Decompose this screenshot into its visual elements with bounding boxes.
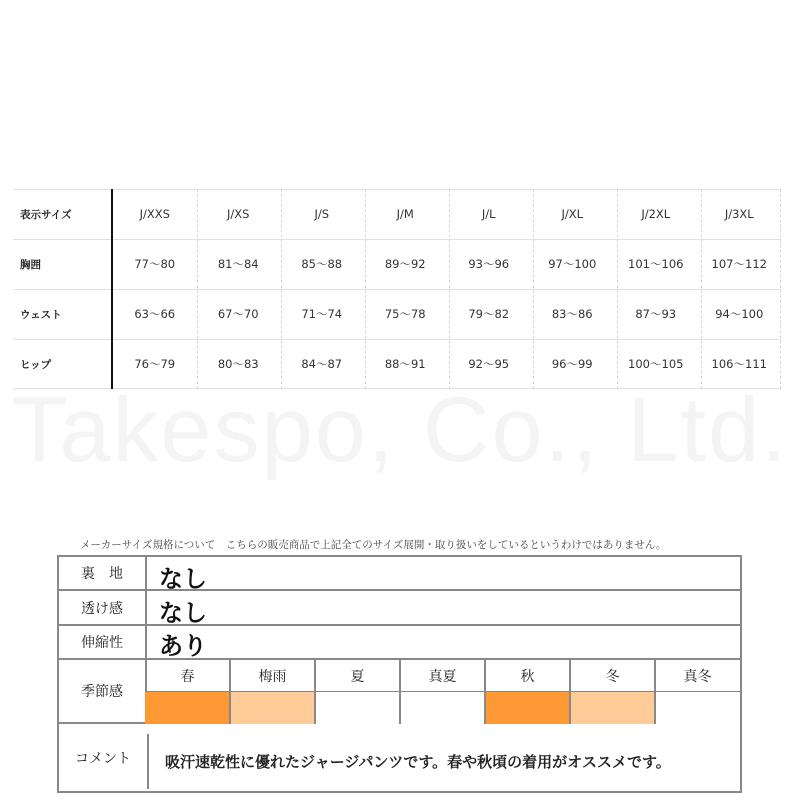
table-cell: 92〜95 (468, 357, 510, 371)
season-spring: 春 (180, 668, 195, 685)
season-indicator (570, 692, 655, 724)
size-header-label: 表示サイズ (20, 208, 72, 221)
season-rainy: 梅雨 (258, 668, 287, 685)
season-column-divider (314, 660, 316, 724)
table-row (13, 239, 781, 289)
size-column-header: J/2XL (641, 207, 671, 221)
season-midsummer: 真夏 (428, 668, 457, 685)
table-cell: 83〜86 (551, 307, 593, 321)
table-cell: 101〜106 (628, 257, 684, 271)
table-cell: 77〜80 (134, 257, 176, 271)
size-column-header: J/L (481, 207, 496, 221)
season-indicator (655, 692, 740, 724)
table-cell: 79〜82 (468, 307, 510, 321)
table-cell: 96〜99 (551, 357, 593, 371)
row-label: ウェスト (20, 308, 62, 321)
stretch-value: あり (159, 632, 207, 660)
size-table (13, 189, 781, 389)
comment-label: コメント (75, 750, 131, 767)
table-cell: 107〜112 (711, 257, 767, 271)
size-column-header: J/3XL (724, 207, 754, 221)
season-autumn: 秋 (520, 668, 535, 685)
size-column-header: J/M (396, 207, 414, 221)
season-summer: 夏 (350, 668, 365, 685)
size-column-header: J/XS (227, 207, 250, 221)
table-cell: 76〜79 (134, 357, 176, 371)
table-cell: 97〜100 (548, 257, 597, 271)
season-column-divider (229, 660, 231, 724)
table-cell: 89〜92 (384, 257, 426, 271)
season-column-divider (654, 660, 656, 724)
table-cell: 67〜70 (217, 307, 259, 321)
table-cell: 88〜91 (384, 357, 426, 371)
stretch-label: 伸縮性 (59, 626, 147, 658)
sheer-value: なし (159, 599, 207, 627)
table-cell: 106〜111 (711, 357, 767, 371)
size-column-header: J/XXS (139, 207, 170, 221)
table-row (13, 289, 781, 339)
table-cell: 71〜74 (301, 307, 343, 321)
table-cell: 84〜87 (301, 357, 343, 371)
table-cell: 75〜78 (384, 307, 426, 321)
size-header-row (13, 189, 781, 239)
season-midwinter: 真冬 (683, 668, 712, 685)
size-notice: メーカーサイズ規格について こちらの販売商品で上記全てのサイズ展開・取り扱いをしているというわけではありません。 (80, 539, 667, 551)
season-grid (145, 660, 740, 724)
season-indicator (145, 692, 230, 724)
lining-value: なし (159, 565, 207, 593)
season-column-divider (484, 660, 486, 724)
table-cell: 100〜105 (628, 357, 684, 371)
season-indicator (315, 692, 400, 724)
sheer-label: 透け感 (59, 591, 147, 624)
comment-text: 吸汗速乾性に優れたジャージパンツです。春や秋頃の着用がオススメです。 (147, 734, 740, 789)
table-cell: 85〜88 (301, 257, 343, 271)
season-indicator (485, 692, 570, 724)
season-label: 季節感 (59, 660, 147, 722)
table-cell: 81〜84 (217, 257, 259, 271)
table-cell: 94〜100 (715, 307, 764, 321)
fabric-info-table (57, 555, 742, 793)
table-cell: 63〜66 (134, 307, 176, 321)
table-cell: 87〜93 (635, 307, 677, 321)
size-column-header: J/S (314, 207, 330, 221)
lining-label: 裏地 (59, 557, 147, 589)
watermark: Takespo, Co., Ltd. (11, 379, 789, 481)
table-cell: 93〜96 (468, 257, 510, 271)
season-column-divider (399, 660, 401, 724)
row-label: 胸囲 (20, 258, 41, 271)
season-indicator (230, 692, 315, 724)
table-cell: 80〜83 (217, 357, 259, 371)
season-column-divider (569, 660, 571, 724)
row-label: ヒップ (20, 358, 52, 371)
season-winter: 冬 (605, 668, 620, 685)
size-column-header: J/XL (561, 207, 584, 221)
season-indicator (400, 692, 485, 724)
